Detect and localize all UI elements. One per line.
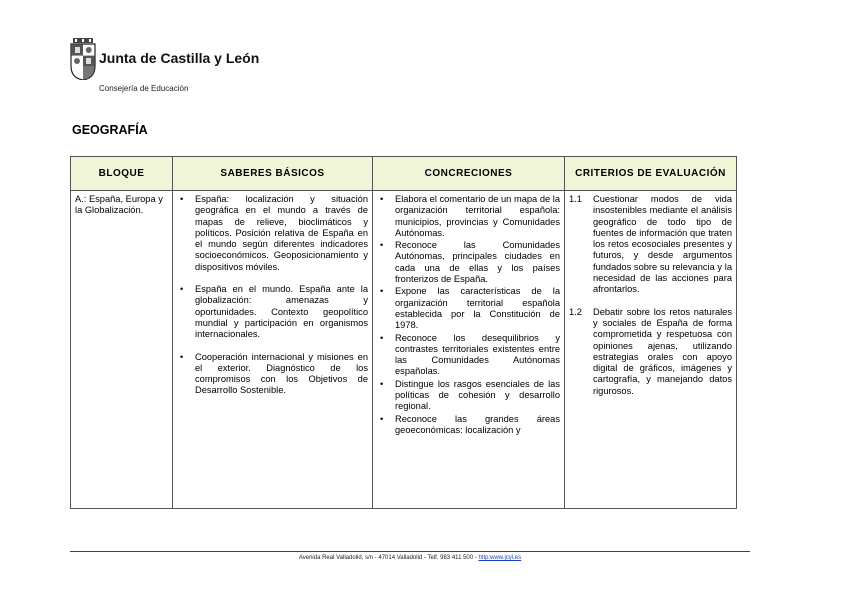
header-criterios: CRITERIOS DE EVALUACIÓN [565,157,737,191]
footer-link[interactable]: http:www.jcyl.es [478,555,522,561]
concreciones-cell [373,191,565,509]
saber-item: • Cooperación internacional y misiones en el exterior. Diagnóstico de los compromisos con los Objetivos de Desarrollo Sostenible. [177,352,368,397]
criterio-text: Cuestionar modos de vida insostenibles mediante el análisis geográfico de todo tipo de fuentes de información que traten los retos ecosociales presentes y futuros, y desde argumentos fundados sobre su relevancia y la necesidad de las acciones para afrontarlos. [593,194,732,295]
criterio-number: 1.1 [569,194,582,204]
criterios-cell [565,191,737,509]
concrecion-item: • Expone las características de la organización territorial española establecida por la Constitución de 1978. [377,286,560,331]
footer [70,555,750,561]
concrecion-item: • Elabora el comentario de un mapa de la organización territorial española: municipios, provincias y Comunidades Autónomas. [377,194,560,239]
concrecion-item: • Reconoce los desequilibrios y contrastes territoriales existentes entre las Comunidades Autónomas españolas. [377,333,560,378]
saber-item: • España en el mundo. España ante la globalización: amenazas y oportunidades. Contexto geopolítico mundial y participación en organismos internacionales. [177,284,368,340]
footer-address: Avenida Real Valladolid, s/n - 47014 Valladolid - Telf. 983 411 500 - [298,555,479,561]
table-header-row [71,157,737,191]
coat-of-arms-icon [70,38,96,80]
logo-text: Junta de Castilla y León [99,50,260,66]
criterio-number: 1.2 [569,306,582,317]
header-concreciones: CONCRECIONES [373,157,565,191]
header-bloque: BLOQUE [71,157,173,191]
concrecion-item: • Distingue los rasgos esenciales de las políticas de cohesión y desarrollo regional. [377,379,560,413]
concrecion-item: • Reconoce las Comunidades Autónomas, principales ciudades en cada una de ellas y los países fronterizos de España. [377,240,560,285]
bloque-cell: A.: España, Europa y la Globalización. [71,191,173,509]
curriculum-table [70,156,737,509]
criterio-item [569,194,732,296]
document-title: GEOGRAFÍA [72,123,148,137]
saberes-cell [173,191,373,509]
logo [70,38,260,98]
criterio-item [569,307,732,397]
footer-divider [70,551,750,552]
header-saberes: SABERES BÁSICOS [173,157,373,191]
logo-subtitle: Consejería de Educación [99,84,189,93]
criterio-text: Debatir sobre los retos naturales y sociales de España de forma comprometida y respetuosa con opiniones ajenas, utilizando estrategias orales con apoyo digital de gráficos, imágenes y cartografía, y manejando datos rigurosos. [593,306,732,396]
table-row [71,191,737,509]
concrecion-item: • Reconoce las grandes áreas geoeconómicas: localización y [377,414,560,437]
saber-item: • España: localización y situación geográfica en el mundo a través de mapas de relieve, bioclimáticos y políticos. Posición relativa de España en el mundo según diferentes indicadores socioeconómicos. Geoposicionamiento y dispositivos móviles. [177,194,368,273]
